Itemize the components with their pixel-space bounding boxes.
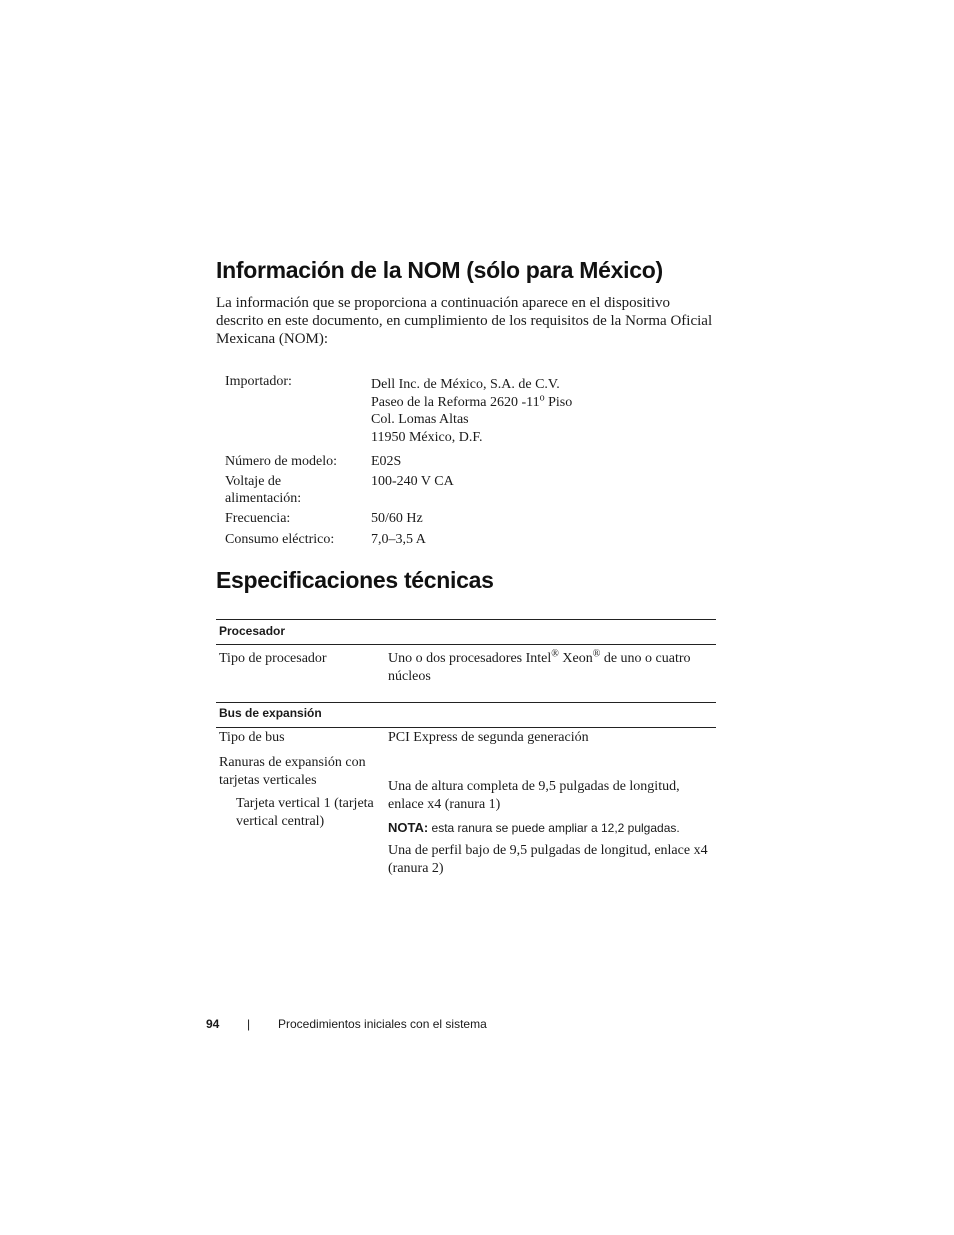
importer-address-line: 11950 México, D.F. [371,429,483,445]
voltage-value: 100-240 V CA [371,474,454,489]
importer-address-line [371,391,573,412]
page-number: 94 [206,1017,220,1031]
processor-type-text: de uno o cuatro núcleos [388,651,691,684]
nom-heading: Información de la NOM (sólo para México) [216,257,663,283]
note-text: esta ranura se puede ampliar a 12,2 pulgadas. [428,821,680,835]
riser-1-slot-2-value: Una de perfil bajo de 9,5 pulgadas de longitud, enlace x4 (ranura 2) [388,843,708,876]
expansion-slots-label: Ranuras de expansión con tarjetas verticales [219,755,366,788]
bus-type-value: PCI Express de segunda generación [388,730,589,745]
importer-floor: Piso [544,394,573,410]
importer-address [371,376,572,446]
processor-header-rule [216,644,716,645]
note [388,819,680,837]
voltage-label: Voltaje de alimentación: [225,474,302,506]
riser-1-slot-1-value: Una de altura completa de 9,5 pulgadas de longitud, enlace x4 (ranura 1) [388,779,680,812]
model-value: E02S [371,454,402,469]
processor-type-text: Xeon [558,651,593,666]
processor-type-text: Uno o dos procesadores Intel [388,651,552,666]
footer-separator: | [247,1017,251,1031]
importer-label: Importador: [225,374,292,389]
registered-mark: ® [551,648,559,660]
table-top-rule [216,619,716,620]
power-label: Consumo eléctrico: [225,532,335,547]
riser-1-label: Tarjeta vertical 1 (tarjeta vertical central) [236,796,374,829]
ordinal-superscript: o [539,391,545,403]
importer-address-line: Col. Lomas Altas [371,412,469,427]
processor-section-header: Procesador [219,624,286,638]
note-label: NOTA: [388,820,429,835]
importer-address-line: Dell Inc. de México, S.A. de C.V. [371,377,560,392]
frequency-label: Frecuencia: [225,511,291,526]
bus-type-label: Tipo de bus [219,730,285,745]
bus-section-header: Bus de expansión [219,706,322,720]
power-value: 7,0–3,5 A [371,532,426,547]
specs-heading: Especificaciones técnicas [216,567,494,593]
importer-street: Paseo de la Reforma 2620 -11 [371,394,540,410]
nom-intro-paragraph: La información que se proporciona a continuación aparece en el dispositivo descrito en este documento, en cumplimiento de los requisitos de la Norma Oficial Mexicana (NOM): [216,295,713,347]
model-label: Número de modelo: [225,454,337,469]
processor-type-label: Tipo de procesador [219,651,327,666]
processor-type-value [388,650,714,685]
bus-header-rule [216,727,716,728]
footer-section-title: Procedimientos iniciales con el sistema [278,1017,487,1031]
bus-top-rule [216,702,716,703]
frequency-value: 50/60 Hz [371,511,423,526]
registered-mark: ® [592,648,601,660]
